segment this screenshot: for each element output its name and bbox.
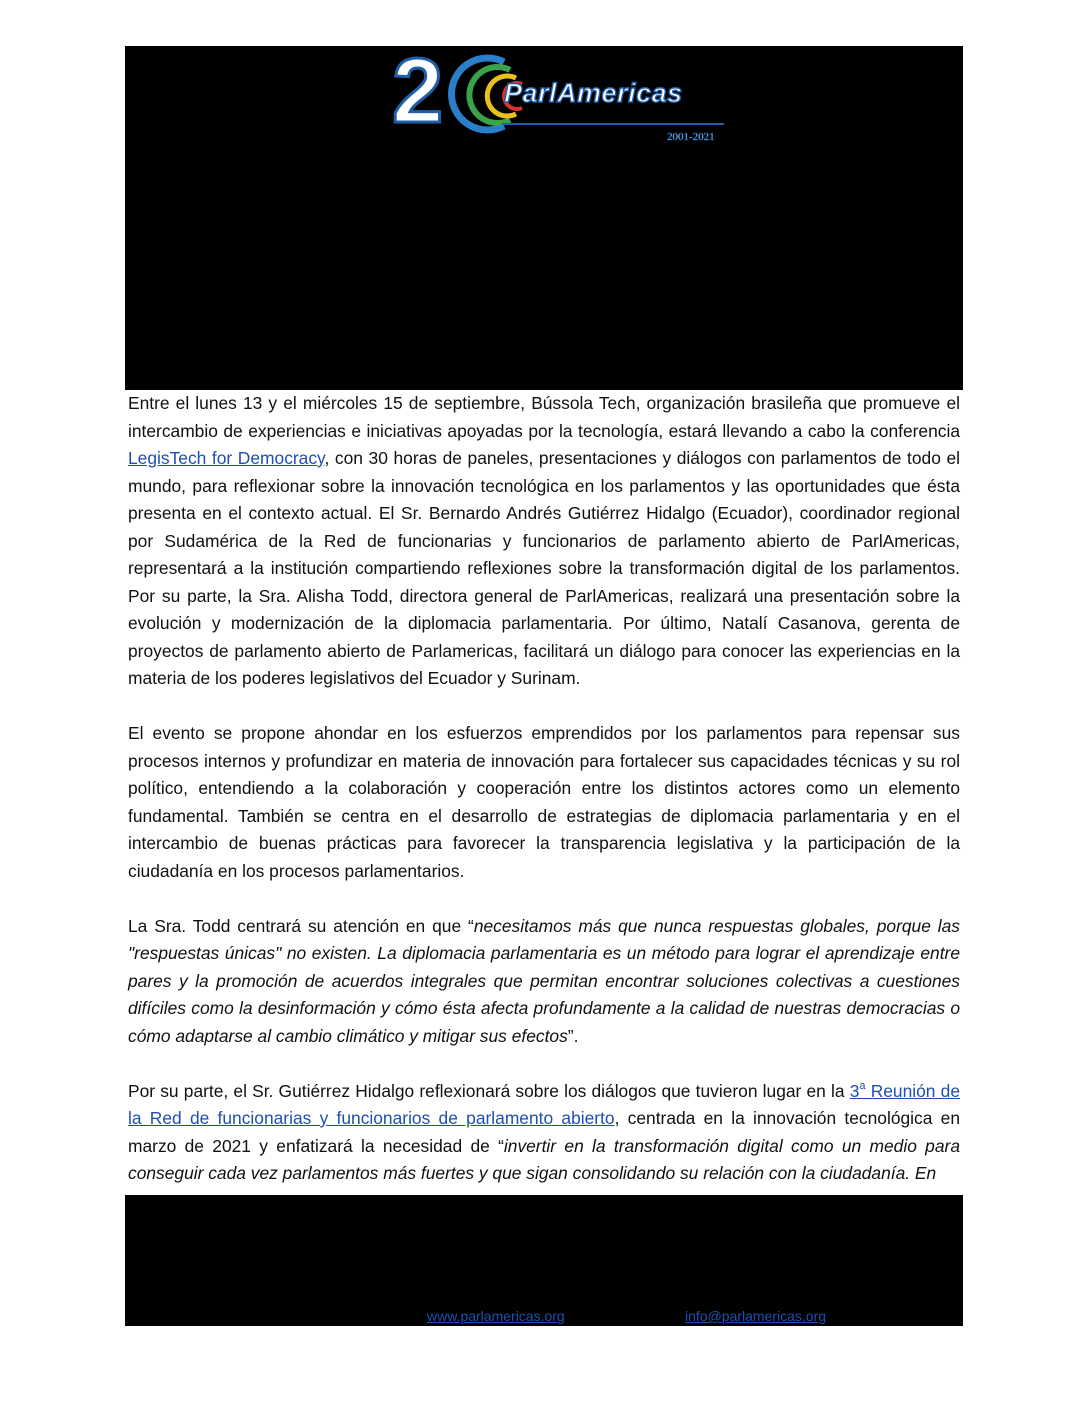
logo-number: 2: [392, 48, 444, 142]
paragraph-1-text-b: , con 30 horas de paneles, presentaciones y diálogos con parlamentos de todo el mundo, para reflexionar sobre la innovación tecnológica en los parlamentos y las oportunidades que ésta presenta en el contexto actual. El Sr. Bernardo Andrés Gutiérrez Hidalgo (Ecuador), coordinador regional por Sudamérica de la Red de funcionarias y funcionarios de parlamento abierto de ParlAmericas, representará a la institución compartiendo reflexiones sobre la transformación digital de los parlamentos. Por su parte, la Sra. Alisha Todd, directora general de ParlAmericas, realizará una presentación sobre la evolución y modernización de la diplomacia parlamentaria. Por último, Natalí Casanova, gerenta de proyectos de parlamento abierto de Parlamericas, facilitará un diálogo para conocer las experiencias en la materia de los poderes legislativos del Ecuador y Surinam.: [128, 448, 961, 688]
todd-quote: necesitamos más que nunca respuestas globales, porque las "respuestas únicas" no existen. La diplomacia parlamentaria es un método para lograr el aprendizaje entre pares y la promoción de acuerdos integrales que permitan encontrar soluciones colectivas a cuestiones difíciles como la desinformación y cómo ésta afecta profundamente a la calidad de nuestras democracias o cómo adaptarse al cambio climático y mitigar sus efectos: [128, 915, 961, 1046]
paragraph-1: [128, 390, 960, 693]
logo-wordmark: ParlAmericas: [504, 78, 683, 108]
paragraph-2: El evento se propone ahondar en los esfuerzos emprendidos por los parlamentos para repensar sus procesos internos y profundizar en materia de innovación para fortalecer sus capacidades técnicas y su rol político, entendiendo a la colaboración y cooperación entre los distintos actores como un elemento fundamental. También se centra en el desarrollo de estrategias de diplomacia parlamentaria y en el intercambio de buenas prácticas para favorecer la transparencia legislativa y la participación de la ciudadanía en los procesos parlamentarios.: [128, 723, 960, 881]
paragraph-4-text-a: Por su parte, el Sr. Gutiérrez Hidalgo reflexionará sobre los diálogos que tuvieron lugar en la: [128, 1080, 850, 1101]
gutierrez-quote: invertir en la transformación digital como un medio para conseguir cada vez parlamentos más fuertes y que sigan consolidando su relación con la ciudadanía. En: [128, 1135, 960, 1183]
legistech-link[interactable]: LegisTech for Democracy: [128, 448, 325, 468]
paragraph-3-text-a: La Sra. Todd centrará su atención en que “: [128, 915, 474, 936]
meeting-link-number: 3: [849, 1080, 860, 1101]
paragraph-3-text-b: ”.: [567, 1025, 579, 1046]
meeting-link-text: Reunión de la Red de funcionarias y funcionarios de parlamento abierto: [128, 1080, 960, 1128]
logo-years: 2001-2021: [667, 131, 715, 143]
footer-banner: [125, 1195, 963, 1326]
paragraph-4-text-b: , centrada en la innovación tecnológica en marzo de 2021 y enfatizará la necesidad de “: [128, 1108, 960, 1156]
article-body: [128, 390, 960, 1215]
paragraph-3: [128, 913, 960, 1051]
paragraph-4: [128, 1078, 960, 1188]
footer-email-link[interactable]: info@parlamericas.org: [685, 1308, 827, 1324]
meeting-link-superscript: a: [859, 1079, 866, 1092]
footer-website-link[interactable]: www.parlamericas.org: [427, 1308, 565, 1324]
paragraph-1-text-a: Entre el lunes 13 y el miércoles 15 de septiembre, Bússola Tech, organización brasileña que promueve el intercambio de experiencias e iniciativas apoyadas por la tecnología, estará llevando a cabo la conferencia: [128, 393, 960, 441]
parlamericas-20-logo: [392, 48, 732, 148]
